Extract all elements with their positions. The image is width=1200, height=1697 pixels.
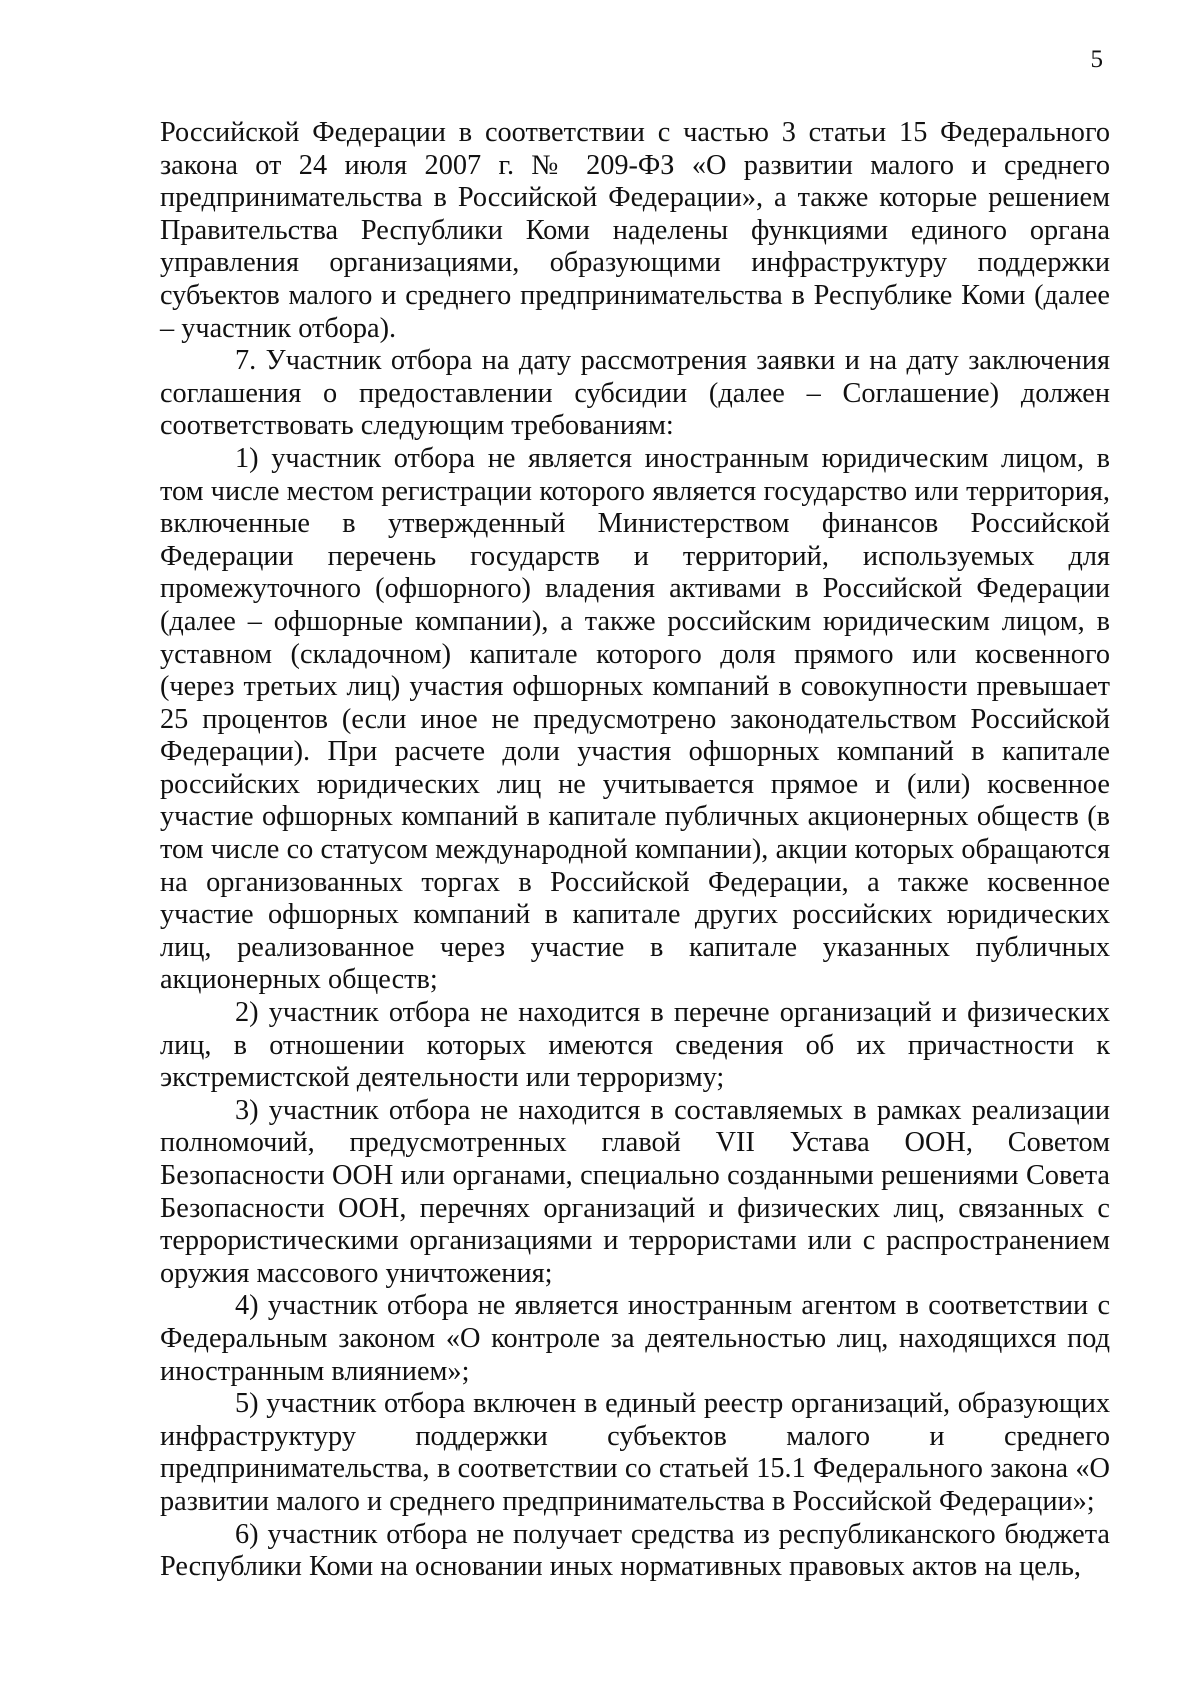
paragraph-subitem-4: 4) участник отбора не является иностранным агентом в соответствии с Федеральным законом «О контроле за деятельностью лиц, находящихся под иностранным влиянием»; xyxy=(160,1290,1110,1387)
paragraph-continuation: Российской Федерации в соответствии с частью 3 статьи 15 Федерального закона от 24 июля 2007 г. № 209-ФЗ «О развитии малого и среднего предпринимательства в Российской Федерации», а также которые решением Правительства Республики Коми наделены функциями единого органа управления организациями, образующими инфраструктуру поддержки субъектов малого и среднего предпринимательства в Республике Коми (далее – участник отбора). xyxy=(160,117,1110,344)
page-number: 5 xyxy=(1090,46,1103,73)
document-body xyxy=(160,117,1110,1584)
paragraph-subitem-3: 3) участник отбора не находится в составляемых в рамках реализации полномочий, предусмотренных главой VII Устава ООН, Советом Безопасности ООН или органами, специально созданными решениями Совета Безопасности ООН, перечнях организаций и физических лиц, связанных с террористическими организациями и террористами или с распространением оружия массового уничтожения; xyxy=(160,1094,1110,1289)
paragraph-subitem-6: 6) участник отбора не получает средства из республиканского бюджета Республики Коми на основании иных нормативных правовых актов на цель, xyxy=(160,1518,1110,1583)
paragraph-subitem-5: 5) участник отбора включен в единый реестр организаций, образующих инфраструктуру поддержки субъектов малого и среднего предпринимательства, в соответствии со статьей 15.1 Федерального закона «О развитии малого и среднего предпринимательства в Российской Федерации»; xyxy=(160,1388,1110,1517)
paragraph-item-7: 7. Участник отбора на дату рассмотрения заявки и на дату заключения соглашения о предоставлении субсидии (далее – Соглашение) должен соответствовать следующим требованиям: xyxy=(160,345,1110,442)
paragraph-subitem-1: 1) участник отбора не является иностранным юридическим лицом, в том числе местом регистрации которого является государство или территория, включенные в утвержденный Министерством финансов Российской Федерации перечень государств и территорий, используемых для промежуточного (офшорного) владения активами в Российской Федерации (далее – офшорные компании), а также российским юридическим лицом, в уставном (складочном) капитале которого доля прямого или косвенного (через третьих лиц) участия офшорных компаний в совокупности превышает 25 процентов (если иное не предусмотрено законодательством Российской Федерации). При расчете доли участия офшорных компаний в капитале российских юридических лиц не учитывается прямое и (или) косвенное участие офшорных компаний в капитале публичных акционерных обществ (в том числе со статусом международной компании), акции которых обращаются на организованных торгах в Российской Федерации, а также косвенное участие офшорных компаний в капитале других российских юридических лиц, реализованное через участие в капитале указанных публичных акционерных обществ; xyxy=(160,442,1110,996)
paragraph-subitem-2: 2) участник отбора не находится в перечне организаций и физических лиц, в отношении которых имеются сведения об их причастности к экстремистской деятельности или терроризму; xyxy=(160,997,1110,1094)
